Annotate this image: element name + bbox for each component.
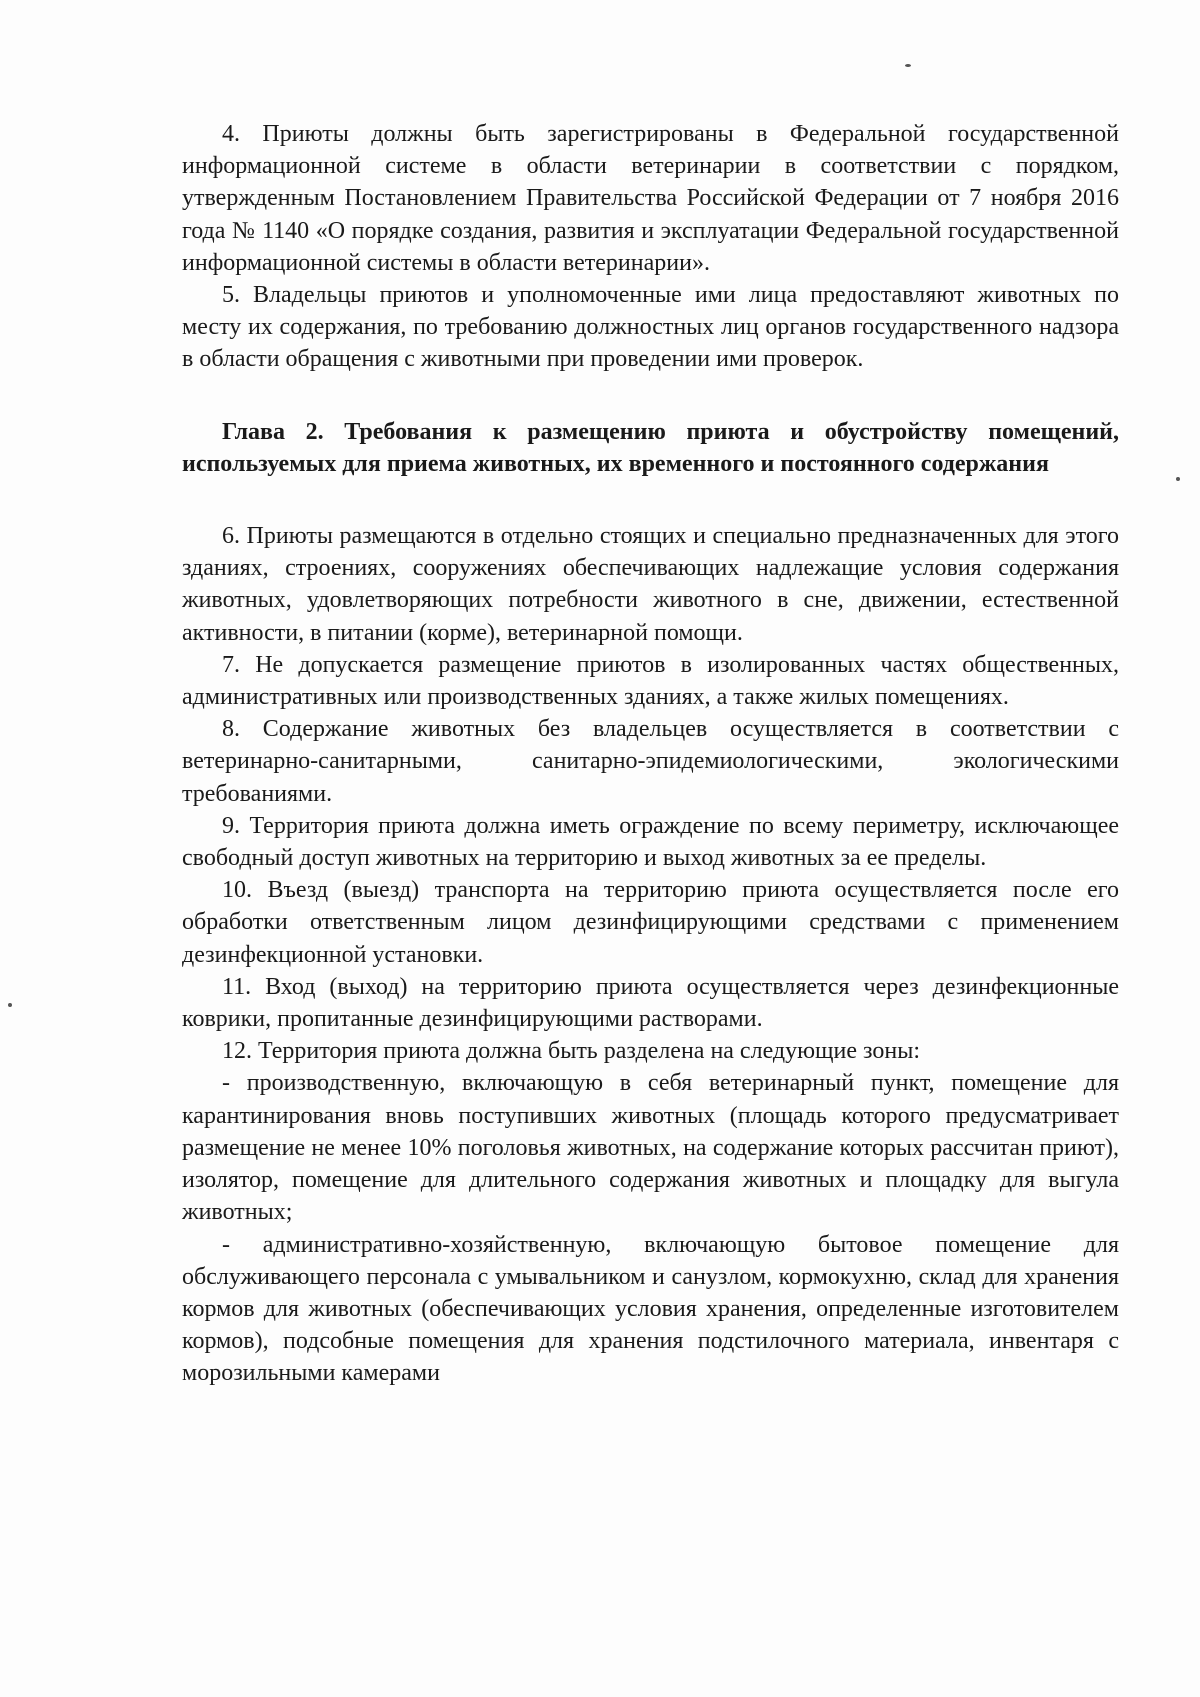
- paragraph-9: 9. Территория приюта должна иметь ограждение по всему периметру, исключающее свободный доступ животных на территорию и выход животных за ее пределы.: [182, 812, 1119, 872]
- paragraph-11: 11. Вход (выход) на территорию приюта осуществляется через дезинфекционные коврики, пропитанные дезинфицирующими растворами.: [182, 973, 1119, 1033]
- scan-speck: [8, 1003, 12, 1007]
- paragraph-8: 8. Содержание животных без владельцев осуществляется в соответствии с ветеринарно-санитарными, санитарно-эпидемиологическими, экологическими требованиями.: [182, 716, 1119, 807]
- chapter-2-heading: Глава 2. Требования к размещению приюта и обустройству помещений, используемых для приема животных, их временного и постоянного содержания: [182, 418, 1119, 477]
- paragraph-10: 10. Въезд (выезд) транспорта на территорию приюта осуществляется после его обработки ответственным лицом дезинфицирующими средствами с применением дезинфекционной установки.: [182, 877, 1119, 968]
- paragraph-4: 4. Приюты должны быть зарегистрированы в Федеральной государственной информационной системе в области ветеринарии в соответствии с порядком, утвержденным Постановлением Правительства Российской Федерации от 7 ноября 2016 года № 1140 «О порядке создания, развития и эксплуатации Федеральной государственной информационной системы в области ветеринарии».: [182, 121, 1119, 276]
- paragraph-12-zone-admin: - административно-хозяйственную, включающую бытовое помещение для обслуживающего персонала с умывальником и санузлом, кормокухню, склад для хранения кормов для животных (обеспечивающих условия хранения, определенные изготовителем кормов), подсобные помещения для хранения подстилочного материала, инвентаря с морозильными камерами: [182, 1231, 1119, 1387]
- paragraph-5: 5. Владельцы приютов и уполномоченные ими лица предоставляют животных по месту их содержания, по требованию должностных лиц органов государственного надзора в области обращения с животными при проведении ими проверок.: [182, 282, 1119, 373]
- paragraph-12-zone-production: - производственную, включающую в себя ветеринарный пункт, помещение для карантинирования вновь поступивших животных (площадь которого предусматривает размещение не менее 10% поголовья животных, на содержание которых рассчитан приют), изолятор, помещение для длительного содержания животных и площадку для выгула животных;: [182, 1070, 1119, 1226]
- document-body: [182, 118, 1119, 1390]
- paragraph-12: 12. Территория приюта должна быть разделена на следующие зоны:: [222, 1038, 920, 1065]
- paragraph-6: 6. Приюты размещаются в отдельно стоящих и специально предназначенных для этого зданиях, строениях, сооружениях обеспечивающих надлежащие условия содержания животных, удовлетворяющих потребности животного в сне, движении, естественной активности, в питании (корме), ветеринарной помощи.: [182, 523, 1119, 646]
- paragraph-7: 7. Не допускается размещение приютов в изолированных частях общественных, административных или производственных зданиях, а также жилых помещениях.: [182, 651, 1119, 711]
- scan-speck: [1176, 477, 1180, 481]
- scan-speck: [905, 64, 911, 67]
